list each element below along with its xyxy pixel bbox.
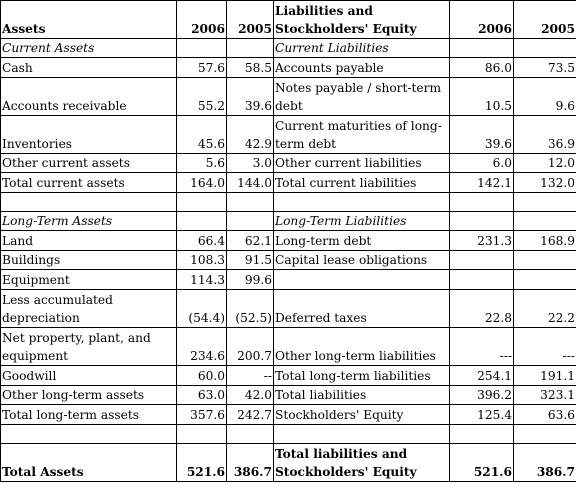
total-liabilities-2006: 396.2 bbox=[450, 386, 514, 405]
buildings-label: Buildings bbox=[1, 251, 177, 270]
accumulated-depreciation-2006: (54.4) bbox=[177, 290, 227, 328]
total-liab-equity-label: Total liabilities and Stockholders' Equity bbox=[274, 444, 450, 482]
buildings-2005: 91.5 bbox=[227, 251, 274, 270]
other-current-liabilities-label: Other current liabilities bbox=[274, 154, 450, 173]
stockholders-equity-label: Stockholders' Equity bbox=[274, 405, 450, 425]
total-lt-assets-2005: 242.7 bbox=[227, 405, 274, 425]
total-lt-liabilities-2005: 191.1 bbox=[514, 366, 576, 386]
blank-row bbox=[1, 425, 576, 444]
current-maturities-2005: 36.9 bbox=[514, 116, 576, 154]
total-current-liabilities-2005: 132.0 bbox=[514, 173, 576, 193]
cash-2006: 57.6 bbox=[177, 58, 227, 78]
total-assets-2005: 386.7 bbox=[227, 444, 274, 482]
total-current-assets-2006: 164.0 bbox=[177, 173, 227, 193]
liabilities-header: Liabilities and Stockholders' Equity bbox=[274, 1, 450, 39]
year-2005-header: 2005 bbox=[227, 1, 274, 39]
total-assets-2006: 521.6 bbox=[177, 444, 227, 482]
other-lt-assets-2005: 42.0 bbox=[227, 386, 274, 405]
accounts-payable-2006: 86.0 bbox=[450, 58, 514, 78]
land-2006: 66.4 bbox=[177, 231, 227, 251]
land-label: Land bbox=[1, 231, 177, 251]
notes-payable-2005: 9.6 bbox=[514, 78, 576, 116]
table-row bbox=[1, 116, 576, 154]
total-lt-assets-label: Total long-term assets bbox=[1, 405, 177, 425]
total-assets-label: Total Assets bbox=[1, 444, 177, 482]
equipment-2006: 114.3 bbox=[177, 270, 227, 290]
table-row bbox=[1, 405, 576, 425]
other-lt-assets-2006: 63.0 bbox=[177, 386, 227, 405]
current-maturities-2006: 39.6 bbox=[450, 116, 514, 154]
current-maturities-label: Current maturities of long- term debt bbox=[274, 116, 450, 154]
total-lt-assets-2006: 357.6 bbox=[177, 405, 227, 425]
goodwill-2006: 60.0 bbox=[177, 366, 227, 386]
year-2005-header-right: 2005 bbox=[514, 1, 576, 39]
long-term-liabilities-section: Long-Term Liabilities bbox=[274, 212, 450, 231]
other-current-assets-2005: 3.0 bbox=[227, 154, 274, 173]
total-current-liabilities-label: Total current liabilities bbox=[274, 173, 450, 193]
goodwill-2005: -- bbox=[227, 366, 274, 386]
current-liabilities-section: Current Liabilities bbox=[274, 39, 450, 58]
table-row bbox=[1, 251, 576, 270]
stockholders-equity-2006: 125.4 bbox=[450, 405, 514, 425]
totals-row bbox=[1, 444, 576, 482]
long-term-assets-section: Long-Term Assets bbox=[1, 212, 177, 231]
deferred-taxes-2005: 22.2 bbox=[514, 290, 576, 328]
other-lt-assets-label: Other long-term assets bbox=[1, 386, 177, 405]
total-liabilities-label: Total liabilities bbox=[274, 386, 450, 405]
cash-2005: 58.5 bbox=[227, 58, 274, 78]
total-liab-equity-2005: 386.7 bbox=[514, 444, 576, 482]
accumulated-depreciation-label: Less accumulated depreciation bbox=[1, 290, 177, 328]
land-2005: 62.1 bbox=[227, 231, 274, 251]
table-row bbox=[1, 270, 576, 290]
notes-payable-2006: 10.5 bbox=[450, 78, 514, 116]
table-row bbox=[1, 366, 576, 386]
net-ppe-label: Net property, plant, and equipment bbox=[1, 328, 177, 366]
accounts-payable-label: Accounts payable bbox=[274, 58, 450, 78]
total-lt-liabilities-label: Total long-term liabilities bbox=[274, 366, 450, 386]
current-assets-section: Current Assets bbox=[1, 39, 177, 58]
net-ppe-2006: 234.6 bbox=[177, 328, 227, 366]
accounts-receivable-label: Accounts receivable bbox=[1, 78, 177, 116]
accounts-receivable-2005: 39.6 bbox=[227, 78, 274, 116]
goodwill-label: Goodwill bbox=[1, 366, 177, 386]
total-liabilities-2005: 323.1 bbox=[514, 386, 576, 405]
other-lt-liabilities-label: Other long-term liabilities bbox=[274, 328, 450, 366]
long-term-debt-2005: 168.9 bbox=[514, 231, 576, 251]
capital-lease-label: Capital lease obligations bbox=[274, 251, 450, 270]
total-current-assets-2005: 144.0 bbox=[227, 173, 274, 193]
table-row bbox=[1, 154, 576, 173]
buildings-2006: 108.3 bbox=[177, 251, 227, 270]
other-current-assets-2006: 5.6 bbox=[177, 154, 227, 173]
table-row bbox=[1, 328, 576, 366]
table-row bbox=[1, 39, 576, 58]
blank-row bbox=[1, 193, 576, 212]
total-current-assets-label: Total current assets bbox=[1, 173, 177, 193]
table-row bbox=[1, 212, 576, 231]
accounts-payable-2005: 73.5 bbox=[514, 58, 576, 78]
assets-header: Assets bbox=[1, 1, 177, 39]
long-term-debt-2006: 231.3 bbox=[450, 231, 514, 251]
cash-label: Cash bbox=[1, 58, 177, 78]
deferred-taxes-label: Deferred taxes bbox=[274, 290, 450, 328]
notes-payable-label: Notes payable / short-term debt bbox=[274, 78, 450, 116]
other-lt-liabilities-2006: --- bbox=[450, 328, 514, 366]
equipment-label: Equipment bbox=[1, 270, 177, 290]
inventories-2005: 42.9 bbox=[227, 116, 274, 154]
equipment-2005: 99.6 bbox=[227, 270, 274, 290]
table-row bbox=[1, 386, 576, 405]
table-row bbox=[1, 78, 576, 116]
inventories-label: Inventories bbox=[1, 116, 177, 154]
other-current-liabilities-2006: 6.0 bbox=[450, 154, 514, 173]
other-current-assets-label: Other current assets bbox=[1, 154, 177, 173]
table-row bbox=[1, 290, 576, 328]
long-term-debt-label: Long-term debt bbox=[274, 231, 450, 251]
year-2006-header-right: 2006 bbox=[450, 1, 514, 39]
stockholders-equity-2005: 63.6 bbox=[514, 405, 576, 425]
other-lt-liabilities-2005: --- bbox=[514, 328, 576, 366]
table-row bbox=[1, 231, 576, 251]
inventories-2006: 45.6 bbox=[177, 116, 227, 154]
net-ppe-2005: 200.7 bbox=[227, 328, 274, 366]
header-row bbox=[1, 1, 576, 39]
total-lt-liabilities-2006: 254.1 bbox=[450, 366, 514, 386]
deferred-taxes-2006: 22.8 bbox=[450, 290, 514, 328]
year-2006-header: 2006 bbox=[177, 1, 227, 39]
accounts-receivable-2006: 55.2 bbox=[177, 78, 227, 116]
total-current-liabilities-2006: 142.1 bbox=[450, 173, 514, 193]
table-row bbox=[1, 173, 576, 193]
other-current-liabilities-2005: 12.0 bbox=[514, 154, 576, 173]
table-row bbox=[1, 58, 576, 78]
accumulated-depreciation-2005: (52.5) bbox=[227, 290, 274, 328]
total-liab-equity-2006: 521.6 bbox=[450, 444, 514, 482]
